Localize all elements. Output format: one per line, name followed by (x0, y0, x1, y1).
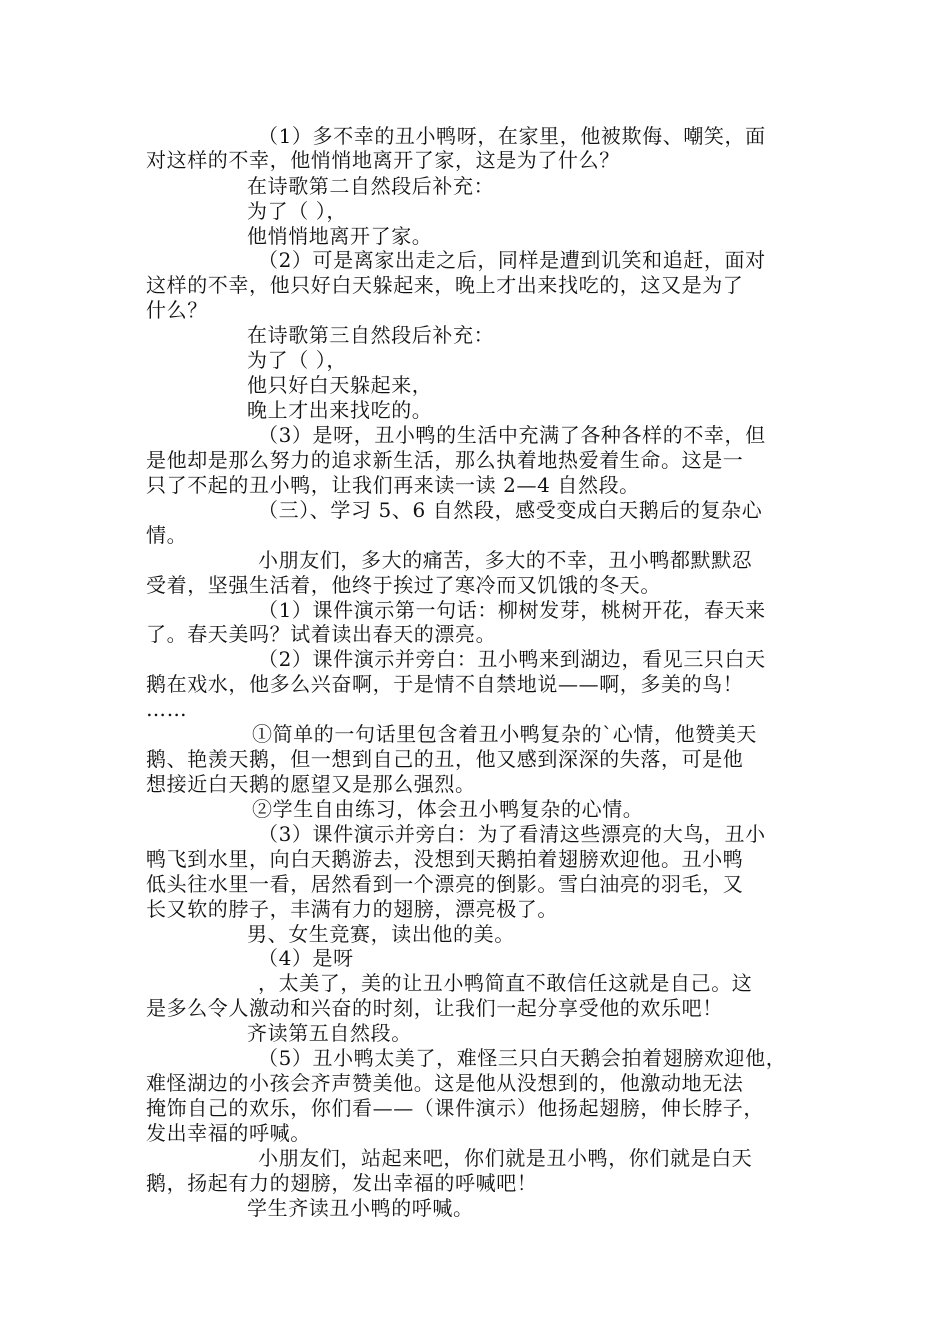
text-line: 鹅在戏水，他多么兴奋啊，于是情不自禁地说——啊，多美的鸟！ (146, 672, 744, 696)
text-line: 难怪湖边的小孩会齐声赞美他。这是他从没想到的，他激动地无法 (146, 1071, 744, 1095)
text-line: 小朋友们，多大的痛苦，多大的不幸，丑小鸭都默默忍 (258, 548, 753, 572)
text-line: 小朋友们，站起来吧，你们就是丑小鸭，你们就是白天 (258, 1146, 753, 1170)
text-line: 鹅、艳羡天鹅，但一想到自己的丑，他又感到深深的失落，可是他 (146, 747, 744, 771)
text-line: 鹅，扬起有力的翅膀，发出幸福的呼喊吧！ (146, 1171, 538, 1195)
text-line: …… (146, 697, 188, 721)
text-line: 受着，坚强生活着，他终于挨过了寒冷而又饥饿的冬天。 (146, 573, 661, 597)
text-line: 想接近白天鹅的愿望又是那么强烈。 (146, 772, 476, 796)
text-line: 是他却是那么努力的追求新生活，那么执着地热爱着生命。这是一 (146, 448, 744, 472)
text-line: （2）课件演示并旁白：丑小鸭来到湖边，看见三只白天 (258, 647, 766, 671)
text-line: 只了不起的丑小鸭，让我们再来读一读 2—4 自然段。 (146, 473, 640, 497)
text-line: 他悄悄地离开了家。 (247, 224, 433, 248)
text-line: 学生齐读丑小鸭的呼喊。 (247, 1196, 474, 1220)
text-line: 为了（ ）， (247, 199, 347, 223)
text-line: （1）课件演示第一句话：柳树发芽，桃树开花，春天来 (258, 598, 766, 622)
text-line: 情。 (146, 523, 188, 547)
text-line: 对这样的不幸，他悄悄地离开了家，这是为了什么？ (146, 148, 620, 172)
text-line: （2）可是离家出走之后，同样是遭到讥笑和追赶，面对 (258, 248, 766, 272)
text-line: 什么？ (146, 298, 208, 322)
text-line: 为了（ ）， (247, 348, 347, 372)
text-line: 在诗歌第二自然段后补充： (247, 174, 495, 198)
text-line: 这样的不幸，他只好白天躲起来，晚上才出来找吃的，这又是为了 (146, 273, 744, 297)
text-line: （4）是呀 (258, 946, 354, 970)
text-line: （3）是呀，丑小鸭的生活中充满了各种各样的不幸，但 (258, 423, 766, 447)
text-line: 发出幸福的呼喊。 (146, 1121, 311, 1145)
text-line: 了。春天美吗？试着读出春天的漂亮。 (146, 622, 497, 646)
text-line: 鸭飞到水里，向白天鹅游去，没想到天鹅拍着翅膀欢迎他。丑小鸭 (146, 847, 744, 871)
text-line: （1）多不幸的丑小鸭呀，在家里，他被欺侮、嘲笑，面 (258, 124, 766, 148)
text-line: 是多么令人激动和兴奋的时刻，让我们一起分享受他的欢乐吧！ (146, 996, 723, 1020)
text-line: ，太美了，美的让丑小鸭简直不敢信任这就是自己。这 (258, 971, 753, 995)
text-line: 掩饰自己的欢乐，你们看——（课件演示）他扬起翅膀，伸长脖子， (146, 1096, 764, 1120)
text-line: （3）课件演示并旁白：为了看清这些漂亮的大鸟，丑小 (258, 822, 766, 846)
text-line: 晚上才出来找吃的。 (247, 398, 433, 422)
text-line: （5）丑小鸭太美了，难怪三只白天鹅会拍着翅膀欢迎他， (258, 1046, 787, 1070)
text-line: 在诗歌第三自然段后补充： (247, 323, 495, 347)
section-heading: （三）、学习 5、6 自然段，感受变成白天鹅后的复杂心 (258, 498, 763, 522)
text-line: 他只好白天躲起来， (247, 373, 433, 397)
text-line: ①简单的一句话里包含着丑小鸭复杂的`心情，他赞美天 (252, 722, 757, 746)
text-line: 低头往水里一看，居然看到一个漂亮的倒影。雪白油亮的羽毛，又 (146, 872, 744, 896)
text-line: ②学生自由练习，体会丑小鸭复杂的心情。 (252, 797, 644, 821)
text-line: 长又软的脖子，丰满有力的翅膀，漂亮极了。 (146, 897, 558, 921)
text-line: 男、女生竞赛，读出他的美。 (247, 922, 515, 946)
text-line: 齐读第五自然段。 (247, 1021, 412, 1045)
